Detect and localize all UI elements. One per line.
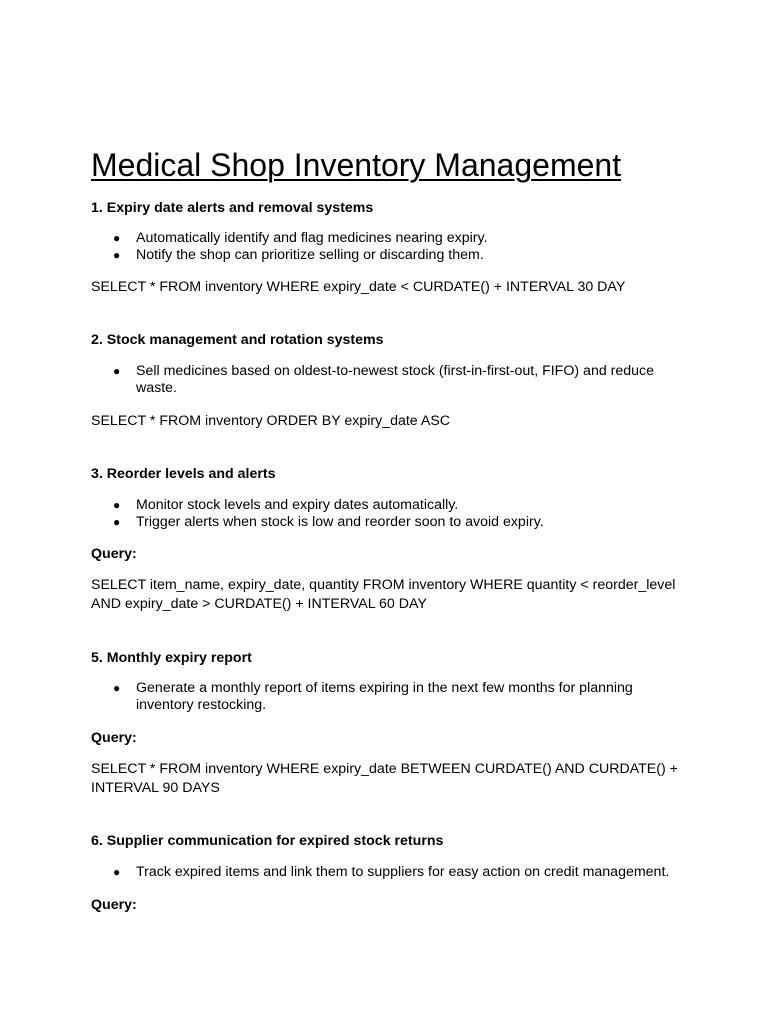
bullet-icon: ● [113, 364, 121, 378]
bullet-icon: ● [113, 248, 121, 262]
list-item: ● Generate a monthly report of items expiring in the next few months for planning inventory restocking. [113, 680, 633, 713]
list-item: ● Track expired items and link them to suppliers for easy action on credit management. [113, 864, 670, 880]
section-2-heading: 2. Stock management and rotation systems [91, 332, 384, 348]
bullet-icon: ● [113, 681, 121, 695]
list-item: ● Automatically identify and flag medicines nearing expiry. [113, 230, 488, 246]
section-1-heading: 1. Expiry date alerts and removal systems [91, 200, 374, 216]
bullet-icon: ● [113, 865, 121, 879]
section-5-heading: 5. Monthly expiry report [91, 650, 252, 666]
section-3-heading: 3. Reorder levels and alerts [91, 466, 276, 482]
section-2-bullet-list [91, 363, 691, 397]
section-1-bullet-list [91, 230, 691, 264]
bullet-icon: ● [113, 515, 121, 529]
list-item: ● Notify the shop can prioritize selling or discarding them. [113, 247, 484, 263]
bullet-icon: ● [113, 231, 121, 245]
section-6-bullet-list [91, 864, 691, 881]
section-1-query: SELECT * FROM inventory WHERE expiry_date < CURDATE() + INTERVAL 30 DAY [91, 279, 626, 295]
section-3-query: SELECT item_name, expiry_date, quantity FROM inventory WHERE quantity < reorder_level AND expiry_date > CURDATE() + INTERVAL 60 DAY [91, 577, 676, 612]
section-5-query: SELECT * FROM inventory WHERE expiry_date BETWEEN CURDATE() AND CURDATE() + INTERVAL 90 DAYS [91, 761, 678, 796]
section-6-heading: 6. Supplier communication for expired stock returns [91, 833, 444, 849]
document-title: Medical Shop Inventory Management [91, 147, 622, 183]
list-item: ● Trigger alerts when stock is low and reorder soon to avoid expiry. [113, 514, 544, 530]
section-3-bullet-list [91, 497, 691, 531]
bullet-icon: ● [113, 498, 121, 512]
list-item: ● Monitor stock levels and expiry dates automatically. [113, 497, 459, 513]
section-6-query-label: Query: [91, 897, 137, 913]
list-item: ● Sell medicines based on oldest-to-newest stock (first-in-first-out, FIFO) and reduce waste. [113, 363, 655, 396]
section-3-query-label: Query: [91, 546, 137, 562]
section-5-query-label: Query: [91, 730, 137, 746]
section-2-query: SELECT * FROM inventory ORDER BY expiry_date ASC [91, 413, 451, 429]
section-5-bullet-list [91, 680, 691, 714]
